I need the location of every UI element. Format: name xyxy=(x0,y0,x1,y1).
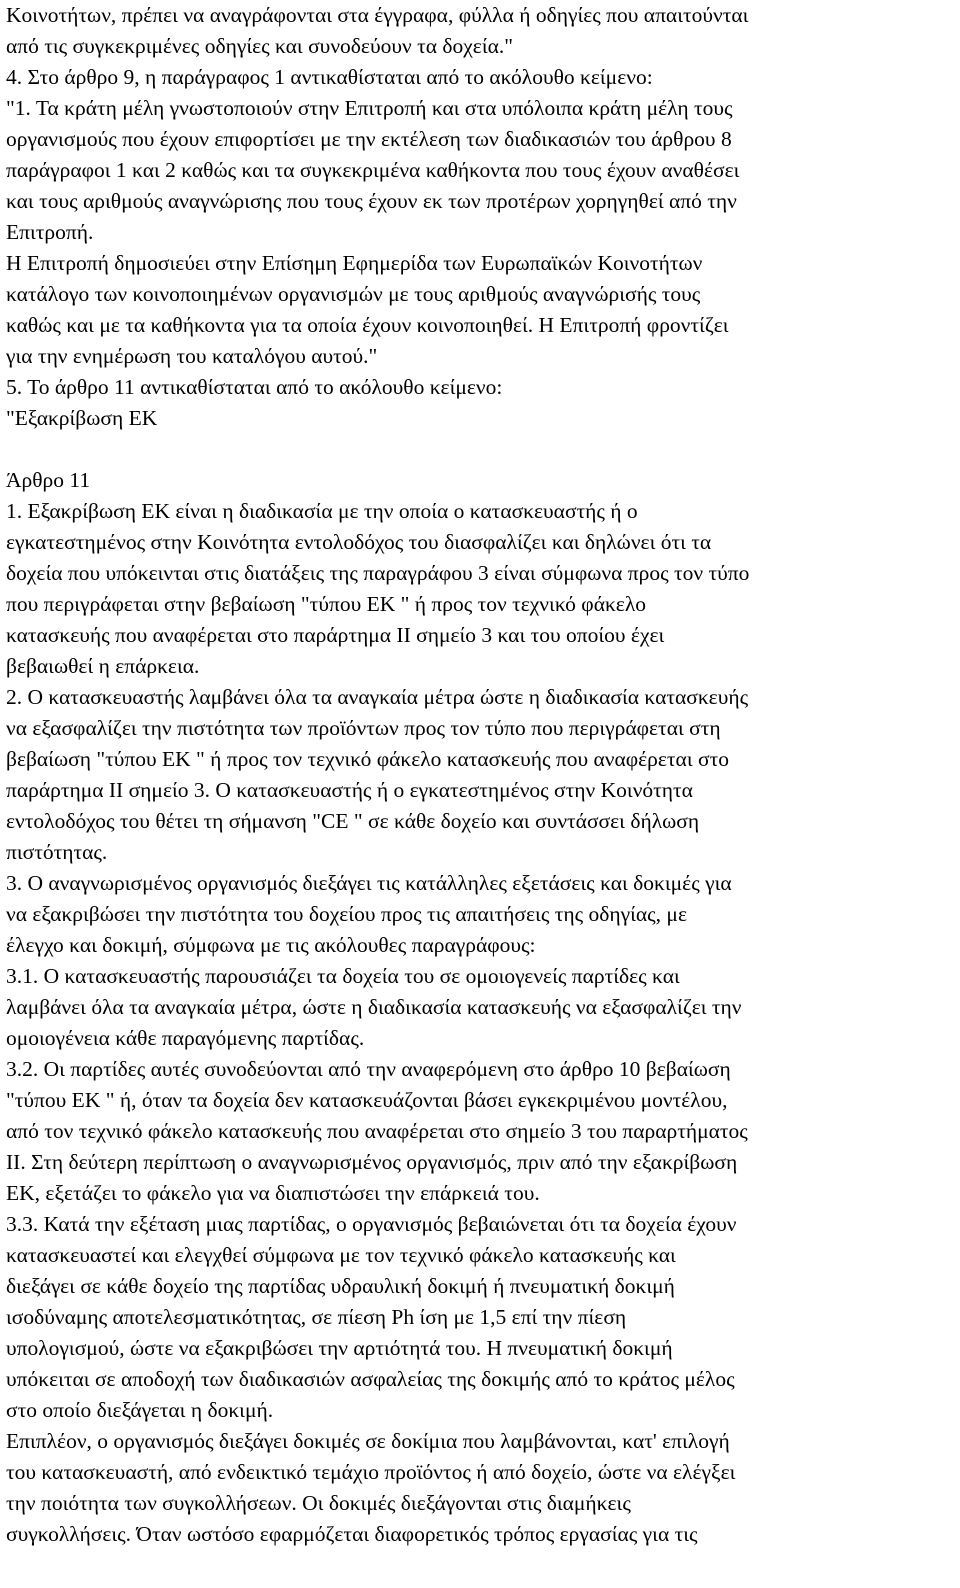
text-line: εγκατεστημένος στην Κοινότητα εντολοδόχος του διασφαλίζει και δηλώνει ότι τα xyxy=(6,530,712,554)
text-line: δοχεία που υπόκεινται στις διατάξεις της παραγράφου 3 είναι σύμφωνα προς τον τύπο xyxy=(6,561,750,585)
text-line: την ποιότητα των συγκολλήσεων. Οι δοκιμές διεξάγονται στις διαμήκεις xyxy=(6,1491,631,1515)
text-line: να εξακριβώσει την πιστότητα του δοχείου προς τις απαιτήσεις της οδηγίας, με xyxy=(6,902,687,926)
text-line: διεξάγει σε κάθε δοχείο της παρτίδας υδραυλική δοκιμή ή πνευματική δοκιμή xyxy=(6,1274,675,1298)
text-line: "1. Τα κράτη μέλη γνωστοποιούν στην Επιτροπή και στα υπόλοιπα κράτη μέλη τους xyxy=(6,96,733,120)
text-line: καθώς και με τα καθήκοντα για τα οποία έχουν κοινοποιηθεί. Η Επιτροπή φροντίζει xyxy=(6,313,729,337)
text-line: Επιπλέον, ο οργανισμός διεξάγει δοκιμές σε δοκίμια που λαμβάνονται, κατ' επιλογή xyxy=(6,1429,730,1453)
text-line: 5. Το άρθρο 11 αντικαθίσταται από το ακόλουθο κείμενο: xyxy=(6,375,503,399)
text-line: 3.1. Ο κατασκευαστής παρουσιάζει τα δοχεία του σε ομοιογενείς παρτίδες και xyxy=(6,964,680,988)
text-line: και τους αριθμούς αναγνώρισης που τους έχουν εκ των προτέρων χορηγηθεί από την xyxy=(6,189,737,213)
text-line: Κοινοτήτων, πρέπει να αναγράφονται στα έγγραφα, φύλλα ή οδηγίες που απαιτούνται xyxy=(6,3,749,27)
text-line: 2. Ο κατασκευαστής λαμβάνει όλα τα αναγκαία μέτρα ώστε η διαδικασία κατασκευής xyxy=(6,685,749,709)
text-line: έλεγχο και δοκιμή, σύμφωνα με τις ακόλουθες παραγράφους: xyxy=(6,933,536,957)
text-line: από τις συγκεκριμένες οδηγίες και συνοδεύουν τα δοχεία." xyxy=(6,34,514,58)
text-line: κατασκευής που αναφέρεται στο παράρτημα ΙΙ σημείο 3 και του οποίου έχει xyxy=(6,623,665,647)
text-line: Επιτροπή. xyxy=(6,220,94,244)
text-line: υπολογισμού, ώστε να εξακριβώσει την αρτιότητά του. Η πνευματική δοκιμή xyxy=(6,1336,673,1360)
text-line: του κατασκευαστή, από ενδεικτικό τεμάχιο προϊόντος ή από δοχείο, ώστε να ελέγξει xyxy=(6,1460,736,1484)
text-line: 3.2. Οι παρτίδες αυτές συνοδεύονται από την αναφερόμενη στο άρθρο 10 βεβαίωση xyxy=(6,1057,731,1081)
text-line: ισοδύναμης αποτελεσματικότητας, σε πίεση Ph ίση με 1,5 επί την πίεση xyxy=(6,1305,627,1329)
text-line: κατασκευαστεί και ελεγχθεί σύμφωνα με τον τεχνικό φάκελο κατασκευής και xyxy=(6,1243,676,1267)
text-line: "Εξακρίβωση ΕΚ xyxy=(6,406,158,430)
text-line: που περιγράφεται στην βεβαίωση "τύπου ΕΚ " ή προς τον τεχνικό φάκελο xyxy=(6,592,647,616)
text-line: βεβαίωση "τύπου ΕΚ " ή προς τον τεχνικό φάκελο κατασκευής που αναφέρεται στο xyxy=(6,747,729,771)
text-line: "τύπου ΕΚ " ή, όταν τα δοχεία δεν κατασκευάζονται βάσει εγκεκριμένου μοντέλου, xyxy=(6,1088,728,1112)
text-line: ΙΙ. Στη δεύτερη περίπτωση ο αναγνωρισμένος οργανισμός, πριν από την εξακρίβωση xyxy=(6,1150,738,1174)
blank-line xyxy=(6,434,954,465)
text-line: βεβαιωθεί η επάρκεια. xyxy=(6,654,200,678)
text-line: 1. Εξακρίβωση ΕΚ είναι η διαδικασία με την οποία ο κατασκευαστής ή ο xyxy=(6,499,638,523)
text-line: οργανισμούς που έχουν επιφορτίσει με την εκτέλεση των διαδικασιών του άρθρου 8 xyxy=(6,127,732,151)
text-line: να εξασφαλίζει την πιστότητα των προϊόντων προς τον τύπο που περιγράφεται στη xyxy=(6,716,721,740)
text-line: για την ενημέρωση του καταλόγου αυτού." xyxy=(6,344,378,368)
text-line: Η Επιτροπή δημοσιεύει στην Επίσημη Εφημερίδα των Ευρωπαϊκών Κοινοτήτων xyxy=(6,251,703,275)
text-line: 3.3. Κατά την εξέταση μιας παρτίδας, ο οργανισμός βεβαιώνεται ότι τα δοχεία έχουν xyxy=(6,1212,737,1236)
text-line: από τον τεχνικό φάκελο κατασκευής που αναφέρεται στο σημείο 3 του παραρτήματος xyxy=(6,1119,748,1143)
text-line: ομοιογένεια κάθε παραγόμενης παρτίδας. xyxy=(6,1026,365,1050)
text-line: παράγραφοι 1 και 2 καθώς και τα συγκεκριμένα καθήκοντα που τους έχουν αναθέσει xyxy=(6,158,740,182)
text-line: εντολοδόχος του θέτει τη σήμανση "CE " σε κάθε δοχείο και συντάσσει δήλωση xyxy=(6,809,700,833)
text-line: 3. Ο αναγνωρισμένος οργανισμός διεξάγει τις κατάλληλες εξετάσεις και δοκιμές για xyxy=(6,871,732,895)
text-line: κατάλογο των κοινοποιημένων οργανισμών με τους αριθμούς αναγνώρισής τους xyxy=(6,282,701,306)
text-line: 4. Στο άρθρο 9, η παράγραφος 1 αντικαθίσταται από το ακόλουθο κείμενο: xyxy=(6,65,653,89)
text-line: λαμβάνει όλα τα αναγκαία μέτρα, ώστε η διαδικασία κατασκευής να εξασφαλίζει την xyxy=(6,995,742,1019)
text-line: ΕΚ, εξετάζει το φάκελο για να διαπιστώσει την επάρκειά του. xyxy=(6,1181,540,1205)
text-line: συγκολλήσεις. Όταν ωστόσο εφαρμόζεται διαφορετικός τρόπος εργασίας για τις xyxy=(6,1522,698,1546)
text-line: υπόκειται σε αποδοχή των διαδικασιών ασφαλείας της δοκιμής από το κράτος μέλος xyxy=(6,1367,735,1391)
text-line: πιστότητας. xyxy=(6,840,108,864)
text-line: στο οποίο διεξάγεται η δοκιμή. xyxy=(6,1398,274,1422)
text-line: Άρθρο 11 xyxy=(6,468,91,492)
text-line: παράρτημα ΙΙ σημείο 3. Ο κατασκευαστής ή ο εγκατεστημένος στην Κοινότητα xyxy=(6,778,693,802)
